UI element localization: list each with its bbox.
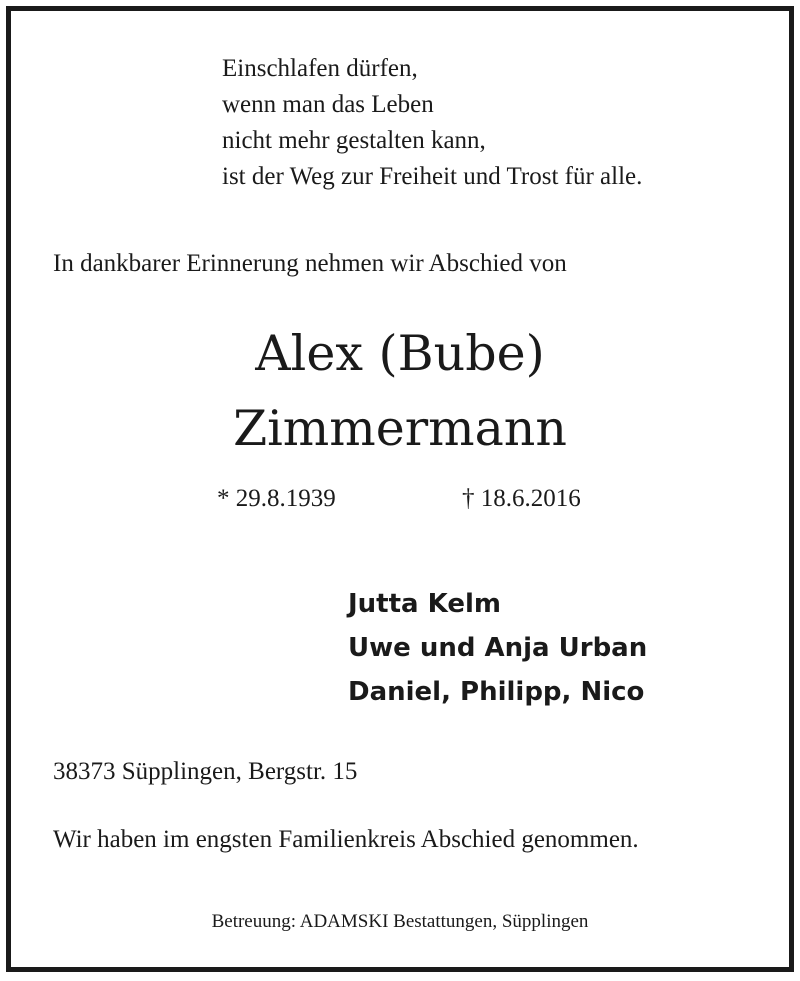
poem: [222, 51, 642, 195]
poem-line: Einschlafen dürfen,: [222, 55, 418, 82]
poem-line: nicht mehr gestalten kann,: [222, 127, 486, 154]
obituary-notice: [6, 6, 794, 972]
mourner-name: Jutta Kelm: [348, 589, 501, 619]
closing-text: Wir haben im engsten Familienkreis Abschied genommen.: [53, 826, 639, 853]
deceased-name-line1: Alex (Bube): [255, 325, 545, 382]
death-date: † 18.6.2016: [462, 485, 581, 512]
deceased-name-line2: Zimmermann: [233, 400, 567, 457]
mourners-list: [348, 582, 647, 714]
mourner-name: Daniel, Philipp, Nico: [348, 677, 645, 707]
mourner-name: Uwe und Anja Urban: [348, 633, 648, 663]
intro-text: In dankbarer Erinnerung nehmen wir Abschied von: [53, 250, 567, 277]
address: 38373 Süpplingen, Bergstr. 15: [53, 758, 358, 785]
poem-line: wenn man das Leben: [222, 91, 434, 118]
poem-line: ist der Weg zur Freiheit und Trost für alle.: [222, 163, 643, 190]
birth-date: * 29.8.1939: [217, 485, 336, 512]
funeral-home: Betreuung: ADAMSKI Bestattungen, Süpplingen: [211, 911, 589, 932]
